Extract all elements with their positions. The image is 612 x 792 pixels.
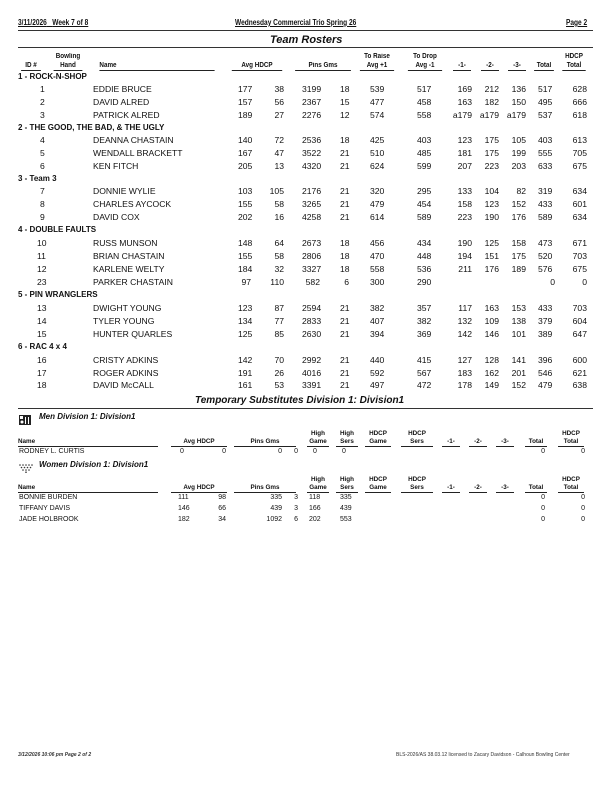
sub-col-avg-hdcp: Avg HDCP [171, 438, 227, 447]
table-row: 9 DAVID COX 202 16 4258 21 614 589 223 190 176 589 634 [40, 212, 587, 222]
sub-col-game-1: -1- [442, 438, 460, 447]
table-row: 1 EDDIE BRUCE 177 38 3199 18 539 517 169 212 136 517 628 [40, 84, 587, 94]
team-header: 4 - DOUBLE FAULTS [18, 225, 97, 234]
col-id: ID # [21, 61, 41, 71]
page-title: Team Rosters [270, 34, 343, 46]
sub-col-hdcp-game: HDCP Game [365, 476, 391, 493]
team-header: 1 - ROCK-N-SHOP [18, 72, 87, 81]
table-row: 2 DAVID ALRED 157 56 2367 15 477 458 163 182 150 495 666 [40, 97, 587, 107]
sub-col-game-3: -3- [496, 438, 514, 447]
col-avg-hdcp: Avg HDCP [232, 61, 282, 71]
sub-col-hdcp-game: HDCP Game [365, 430, 391, 447]
table-row: 10 RUSS MUNSON 148 64 2673 18 456 434 190 125 158 473 671 [37, 238, 587, 248]
table-row: 6 KEN FITCH 205 13 4320 21 624 599 207 223 203 633 675 [40, 161, 587, 171]
sub-col-pins-gms: Pins Gms [234, 484, 296, 493]
table-row: 15 HUNTER QUARLES 125 85 2630 21 394 369 142 146 101 389 647 [37, 329, 587, 339]
table-row: 3 PATRICK ALRED 189 27 2276 12 574 558 a179 a179 a179 537 618 [40, 110, 587, 120]
footer-print-info: 3/12/2026 10:06 pm Page 2 of 2 [18, 752, 92, 758]
table-row: 16 CRISTY ADKINS 142 70 2992 21 440 415 127 128 141 396 600 [37, 355, 587, 365]
women-group-label: Women Division 1: Division1 [39, 460, 149, 469]
men-group-label: Men Division 1: Division1 [39, 412, 136, 421]
sub-col-avg-hdcp: Avg HDCP [171, 484, 227, 493]
table-row: 8 CHARLES AYCOCK 155 58 3265 21 479 454 158 123 152 433 601 [40, 199, 587, 209]
sub-col-game-3: -3- [496, 484, 514, 493]
report-week: Week 7 of 8 [52, 18, 89, 27]
sub-col-game-2: -2- [469, 438, 487, 447]
table-row: 23 PARKER CHASTAIN 97 110 582 6 300 290 0 0 [37, 277, 587, 287]
sub-col-hdcp-total: HDCP Total [558, 430, 584, 447]
table-row: 11 BRIAN CHASTAIN 155 58 2806 18 470 448 194 151 175 520 703 [37, 251, 587, 261]
sub-col-high-sers: High Sers [336, 476, 358, 493]
table-row: 4 DEANNA CHASTAIN 140 72 2536 18 425 403 123 175 105 403 613 [40, 135, 587, 145]
report-date: 3/11/2026 [18, 18, 47, 27]
team-header: 3 - Team 3 [18, 174, 57, 183]
table-row: 12 KARLENE WELTY 184 32 3327 18 558 536 211 176 189 576 675 [37, 264, 587, 274]
header-divider [18, 30, 593, 31]
col-game-2: -2- [481, 61, 499, 71]
sub-col-total: Total [525, 438, 547, 447]
col-pins-gms: Pins Gms [295, 61, 351, 71]
sub-row: TIFFANY DAVIS 146 66 439 3 166 439 0 0 [19, 505, 585, 512]
team-header: 6 - RAC 4 x 4 [18, 342, 67, 351]
sub-col-name: Name [18, 484, 158, 493]
subs-divider [18, 408, 593, 409]
sub-row: RODNEY L. CURTIS 0 0 0 0 0 0 0 0 [19, 448, 585, 455]
sub-col-name: Name [18, 438, 158, 447]
sub-col-pins-gms: Pins Gms [234, 438, 296, 447]
sub-col-high-game: High Game [307, 430, 329, 447]
sub-col-game-1: -1- [442, 484, 460, 493]
col-total: Total [534, 61, 554, 71]
footer-license: BLS-2026/AS 38.03.12 licensed to Zacary Davidson - Calhoun Bowling Center [396, 752, 570, 758]
col-to-raise: To Raise Avg +1 [360, 52, 394, 71]
page-number: Page 2 [566, 18, 588, 27]
sub-col-hdcp-total: HDCP Total [558, 476, 584, 493]
sub-col-hdcp-sers: HDCP Sers [401, 430, 433, 447]
sub-row: BONNIE BURDEN 111 98 335 3 118 335 0 0 [19, 494, 585, 501]
col-hdcp-total: HDCP Total [562, 52, 585, 71]
table-row: 13 DWIGHT YOUNG 123 87 2594 21 382 357 117 163 153 433 703 [37, 303, 587, 313]
men-icon [19, 412, 31, 422]
col-to-drop: To Drop Avg -1 [408, 52, 442, 71]
col-name: Name [99, 61, 214, 71]
sub-col-hdcp-sers: HDCP Sers [401, 476, 433, 493]
sub-col-total: Total [525, 484, 547, 493]
table-row: 17 ROGER ADKINS 191 26 4016 21 592 567 183 162 201 546 621 [37, 368, 587, 378]
sub-col-game-2: -2- [469, 484, 487, 493]
col-game-3: -3- [508, 61, 526, 71]
sub-col-high-game: High Game [307, 476, 329, 493]
subs-title: Temporary Substitutes Division 1: Division1 [195, 395, 405, 406]
sub-col-high-sers: High Sers [336, 430, 358, 447]
women-icon [19, 460, 33, 469]
col-bowling-hand: Bowling Hand [54, 52, 83, 71]
table-row: 18 DAVID McCALL 161 53 3391 21 497 472 178 149 152 479 638 [37, 380, 587, 390]
team-header: 5 - PIN WRANGLERS [18, 290, 98, 299]
report-date-week [18, 18, 88, 27]
table-row: 14 TYLER YOUNG 134 77 2833 21 407 382 132 109 138 379 604 [37, 316, 587, 326]
title-divider [18, 47, 593, 48]
col-game-1: -1- [453, 61, 471, 71]
team-header: 2 - THE GOOD, THE BAD, & THE UGLY [18, 123, 165, 132]
sub-row: JADE HOLBROOK 182 34 1092 6 202 553 0 0 [19, 516, 585, 523]
league-name: Wednesday Commercial Trio Spring 26 [235, 18, 357, 27]
table-row: 5 WENDALL BRACKETT 167 47 3522 21 510 485 181 175 199 555 705 [40, 148, 587, 158]
table-row: 7 DONNIE WYLIE 103 105 2176 21 320 295 133 104 82 319 634 [40, 186, 587, 196]
